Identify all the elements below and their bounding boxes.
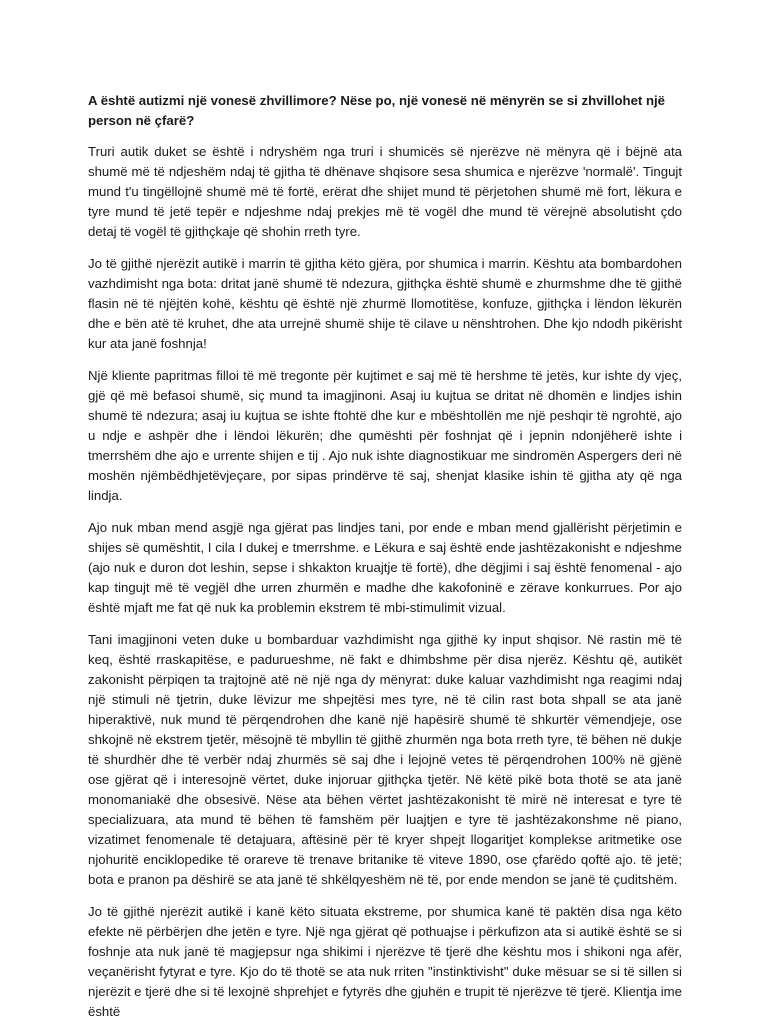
document-page bbox=[88, 91, 682, 1034]
paragraph: Një kliente papritmas filloi të më tregonte për kujtimet e saj më të hershme të jetës, kur ishte dy vjeç, gjë që më befasoi shumë, siç mund ta imagjinoni. Asaj iu kujtua se dritat në dhomën e lindjes ishin shumë të ndezura; asaj iu kujtua se ishte ftohtë dhe kur e mbështollën me një peshqir të ngrohtë, ajo u ndje e ashpër dhe i lëndoi lëkurën; dhe qumështi për foshnjat që i jepnin ndonjëherë ishte i tmerrshëm dhe ajo e urrente shijen e tij . Ajo nuk ishte diagnostikuar me sindromën Aspergers deri në moshën njëmbëdhjetëvjeçare, por sipas prindërve të saj, shenjat klasike ishin të gjitha aty që nga lindja. bbox=[88, 368, 682, 503]
paragraph: Tani imagjinoni veten duke u bombarduar vazhdimisht nga gjithë ky input shqisor. Në rastin më të keq, është rraskapitëse, e padurueshme, në fakt e dhimbshme për disa njerëz. Kështu që, autikët zakonisht përpiqen ta trajtojnë atë në një nga dy mënyrat: duke kaluar vazhdimisht nga reagimi ndaj një stimuli në tjetrin, duke lëvizur me shpejtësi mes tyre, në të cilin rast bota shpall se ata janë hiperaktivë, nuk mund të përqendrohen dhe kanë një hapësirë shumë të shkurtër vëmendjeje, ose shkojnë në ekstrem tjetër, mësojnë të mbyllin të gjithë zhurmën nga bota rreth tyre, të bëhen në dukje të shurdhër dhe të verbër ndaj zhurmës së saj dhe i lejojnë vetes të përqendrohen 100% në gjënë ose gjërat që i interesojnë vërtet, duke injoruar gjithçka tjetër. Në këtë pikë bota thotë se ata janë monomaniakë dhe obsesivë. Nëse ata bëhen vërtet jashtëzakonisht të mirë në interesat e tyre të specializuara, ata mund të bëhen të famshëm për luajtjen e tyre të jashtëzakonshme në piano, vizatimet fenomenale të detajuara, aftësinë për të kryer shpejt llogaritjet komplekse aritmetike ose njohuritë enciklopedike të orareve të trenave britanike të viteve 1890, ose çfarëdo qoftë ajo. të jetë; bota e pranon pa dëshirë se ata janë të shkëlqyeshëm në të, por ende mendon se janë të çuditshëm. bbox=[88, 632, 682, 887]
paragraph: Truri autik duket se është i ndryshëm nga truri i shumicës së njerëzve në mënyra që i bëjnë ata shumë më të ndjeshëm ndaj të gjitha të dhënave shqisore sesa shumica e njerëzve 'normalë'. Tingujt mund t'u tingëllojnë shumë më të fortë, erërat dhe shijet mund të përjetohen shumë më fort, lëkura e tyre mund të jetë tepër e ndjeshme ndaj prekjes më të vogël dhe mund të vërejnë absolutisht çdo detaj të vogël të gjithçkaje që shohin rreth tyre. bbox=[88, 144, 682, 239]
document-heading: A është autizmi një vonesë zhvillimore? Nëse po, një vonesë në mënyrën se si zhvillohet një person në çfarë? bbox=[88, 93, 666, 128]
paragraph: Jo të gjithë njerëzit autikë i kanë këto situata ekstreme, por shumica kanë të paktën disa nga këto efekte në përbërjen dhe jetën e tyre. Një nga gjërat që pothuajse i përkufizon ata si autikë është se si foshnje ata nuk janë të magjepsur nga shikimi i njerëzve të tjerë dhe kështu mos i shikoni nga afër, veçanërisht fytyrat e tyre. Kjo do të thotë se ata nuk rriten "instinktivisht" duke mësuar se si të sillen si njerëzit e tjerë dhe si të lexojnë shprehjet e fytyrës dhe gjuhën e trupit të njerëzve të tjerë. Klientja ime është bbox=[88, 904, 682, 1019]
paragraph: Ajo nuk mban mend asgjë nga gjërat pas lindjes tani, por ende e mban mend gjallërisht përjetimin e shijes së qumështit, I cila I dukej e tmerrshme. e Lëkura e saj është ende jashtëzakonisht e ndjeshme (ajo nuk e duron dot leshin, sepse i shkakton kruajtje të fortë), dhe dëgjimi i saj është fenomenal - ajo kap tingujt më të vegjël dhe urren zhurmën e madhe dhe kakofoninë e zërave konkurrues. Por ajo është mjaft me fat që nuk ka problemin ekstrem të mbi-stimulimit vizual. bbox=[88, 520, 682, 615]
paragraph: Jo të gjithë njerëzit autikë i marrin të gjitha këto gjëra, por shumica i marrin. Kështu ata bombardohen vazhdimisht nga bota: dritat janë shumë të ndezura, gjithçka është shumë e zhurmshme dhe të gjithë flasin në të njëjtën kohë, kështu që është një zhurmë llomotitëse, konfuze, gjithçka i lëndon lëkurën dhe e bën atë të kruhet, dhe ata urrejnë shumë shije të cilave u nënshtrohen. Dhe kjo ndodh pikërisht kur ata janë foshnja! bbox=[88, 256, 682, 351]
